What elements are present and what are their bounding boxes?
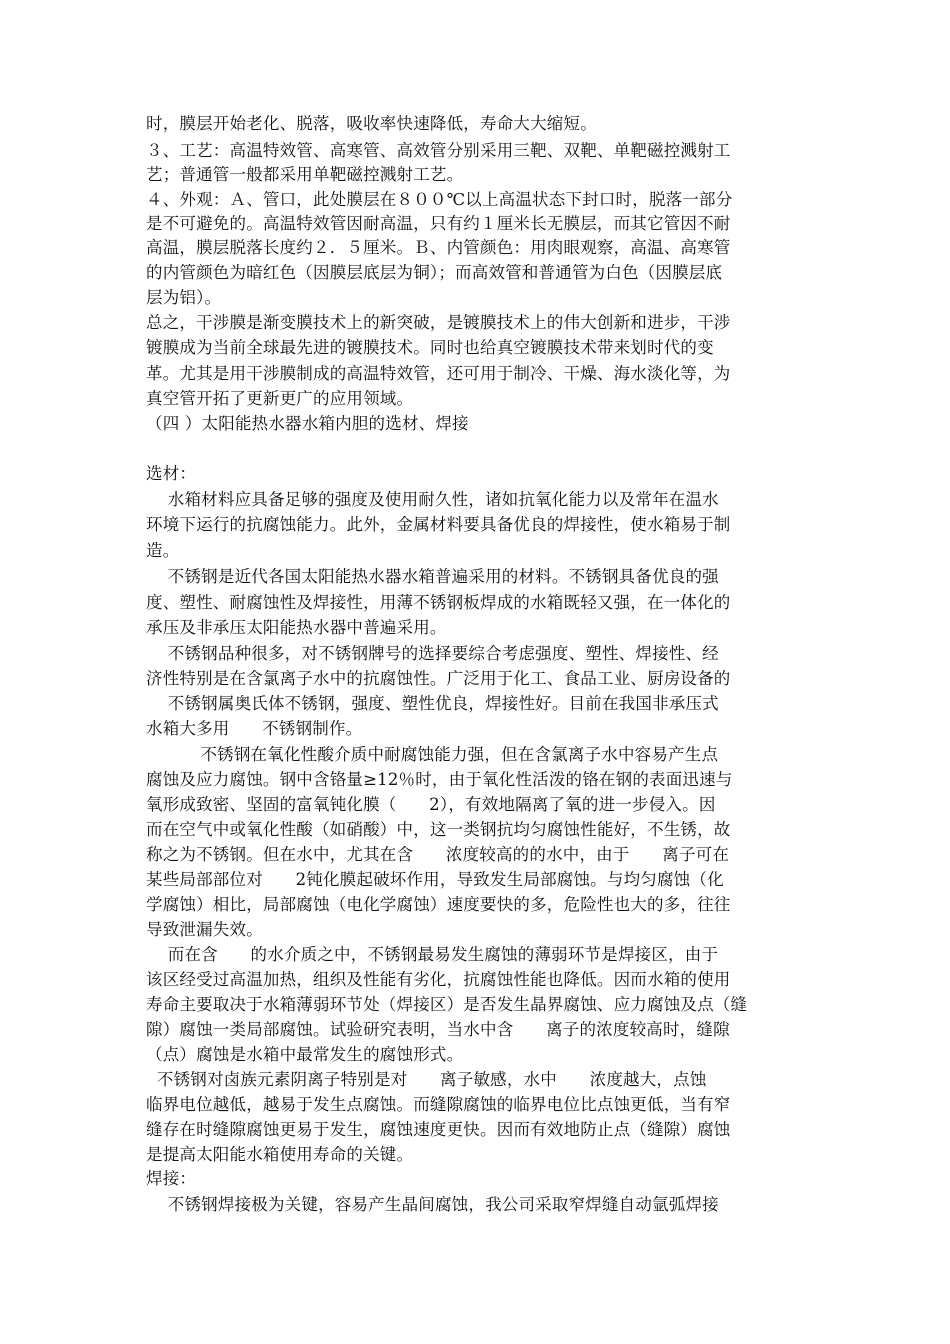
text-line: 导致泄漏失效。 xyxy=(146,920,263,939)
text-line: 艺；普通管一般都采用单靶磁控溅射工艺。 xyxy=(146,165,464,184)
text-line: 的内管颜色为暗红色（因膜层底层为铜）；而高效管和普通管为白色（因膜层底 xyxy=(146,263,723,282)
section-heading: （四 ）太阳能热水器水箱内胆的选材、焊接 xyxy=(146,414,469,433)
text-line: 革。尤其是用干涉膜制成的高温特效管，还可用于制冷、干燥、海水淡化等，为 xyxy=(146,364,731,383)
text-line: 称之为不锈钢。但在水中，尤其在含 浓度较高的的水中，由于 离子可在 xyxy=(146,845,730,864)
text-line: 承压及非承压太阳能热水器中普遍采用。 xyxy=(146,618,447,637)
text-line: 镀膜成为当前全球最先进的镀膜技术。同时也给真空镀膜技术带来划时代的变 xyxy=(146,338,714,357)
text-line: 该区经受过高温加热，组织及性能有劣化，抗腐蚀性能也降低。因而水箱的使用 xyxy=(146,970,731,989)
text-line: 真空管开拓了更新更广的应用领域。 xyxy=(146,389,414,408)
text-line: 而在含 的水介质之中，不锈钢最易发生腐蚀的薄弱环节是焊接区，由于 xyxy=(146,945,719,964)
text-line: 是提高太阳能水箱使用寿命的关键。 xyxy=(146,1145,414,1164)
text-line: 高温，膜层脱落长度约２．５厘米。Ｂ、内管颜色：用肉眼观察，高温、高寒管 xyxy=(146,238,731,257)
text-line: 水箱大多用 不锈钢制作。 xyxy=(146,719,363,738)
text-line: 隙）腐蚀一类局部腐蚀。试验研究表明，当水中含 离子的浓度较高时，缝隙 xyxy=(146,1020,730,1039)
text-line: 某些局部部位对 2钝化膜起破坏作用，导致发生局部腐蚀。与均匀腐蚀（化 xyxy=(146,870,724,889)
text-line: 不锈钢焊接极为关键，容易产生晶间腐蚀，我公司采取窄焊缝自动氩弧焊接 xyxy=(146,1195,719,1214)
text-line: 水箱材料应具备足够的强度及使用耐久性，诸如抗氧化能力以及常年在温水 xyxy=(146,490,719,509)
text-line: 临界电位越低，越易于发生点腐蚀。而缝隙腐蚀的临界电位比点蚀更低，当有窄 xyxy=(146,1095,731,1114)
text-line: 不锈钢品种很多，对不锈钢牌号的选择要综合考虑强度、塑性、焊接性、经 xyxy=(146,644,719,663)
text-line: 济性特别是在含氯离子水中的抗腐蚀性。广泛用于化工、食品工业、厨房设备的 xyxy=(146,669,731,688)
text-line: ４、外观：Ａ、管口，此处膜层在８００℃以上高温状态下封口时，脱落一部分 xyxy=(146,190,733,209)
text-line: 不锈钢是近代各国太阳能热水器水箱普遍采用的材料。不锈钢具备优良的强 xyxy=(146,567,719,586)
text-line: 氧形成致密、坚固的富氧钝化膜（ 2），有效地隔离了氧的进一步侵入。因 xyxy=(146,795,716,814)
text-line: 总之，干涉膜是渐变膜技术上的新突破，是镀膜技术上的伟大创新和进步，干涉 xyxy=(146,313,731,332)
text-line: 是不可避免的。高温特效管因耐高温，只有约１厘米长无膜层，而其它管因不耐 xyxy=(146,214,731,233)
text-line: 不锈钢在氧化性酸介质中耐腐蚀能力强，但在含氯离子水中容易产生点 xyxy=(146,745,719,764)
text-line: 寿命主要取决于水箱薄弱环节处（焊接区）是否发生晶界腐蚀、应力腐蚀及点（缝 xyxy=(146,995,748,1014)
text-line: （点）腐蚀是水箱中最常发生的腐蚀形式。 xyxy=(146,1045,464,1064)
text-line: 环境下运行的抗腐蚀能力。此外，金属材料要具备优良的焊接性，使水箱易于制 xyxy=(146,515,731,534)
text-line: 时，膜层开始老化、脱落，吸收率快速降低，寿命大大缩短。 xyxy=(146,114,597,133)
text-line: 不锈钢对卤族元素阴离子特别是对 离子敏感，水中 浓度越大，点蚀 xyxy=(146,1070,707,1089)
text-line: ３、工艺：高温特效管、高寒管、高效管分别采用三靶、双靶、单靶磁控溅射工 xyxy=(146,141,731,160)
text-line: 层为铝）。 xyxy=(146,288,222,307)
text-line: 度、塑性、耐腐蚀性及焊接性，用薄不锈钢板焊成的水箱既轻又强，在一体化的 xyxy=(146,593,731,612)
subheading: 焊接： xyxy=(146,1169,197,1188)
subheading: 选材： xyxy=(146,464,197,483)
text-line: 学腐蚀）相比，局部腐蚀（电化学腐蚀）速度要快的多，危险性也大的多，往往 xyxy=(146,895,731,914)
text-line: 缝存在时缝隙腐蚀更易于发生，腐蚀速度更快。因而有效地防止点（缝隙）腐蚀 xyxy=(146,1120,731,1139)
text-line: 不锈钢属奥氏体不锈钢，强度、塑性优良，焊接性好。目前在我国非承压式 xyxy=(146,694,719,713)
text-line: 而在空气中或氧化性酸（如硝酸）中，这一类钢抗均匀腐蚀性能好，不生锈，故 xyxy=(146,820,731,839)
text-line: 腐蚀及应力腐蚀。钢中含铬量≥12％时，由于氧化性活泼的铬在钢的表面迅速与 xyxy=(146,770,733,789)
text-line: 造。 xyxy=(146,541,180,560)
